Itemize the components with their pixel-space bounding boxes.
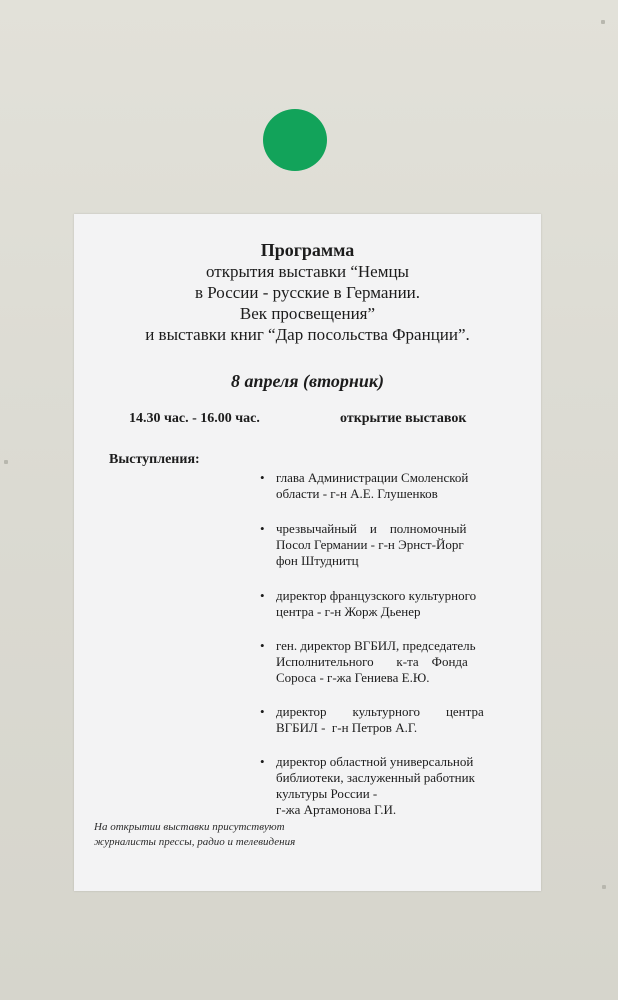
pin-mark [602, 885, 606, 889]
speaker-line: центра - г-н Жорж Дьенер [276, 604, 421, 619]
speaker-line: • ген. директор ВГБИЛ, председатель [276, 638, 476, 653]
speaker-line: области - г-н А.Е. Глушенков [276, 486, 438, 501]
speaker-line: культуры России - [276, 786, 378, 801]
list-item [260, 638, 510, 686]
speaker-line: • директор областной универсальной [276, 754, 474, 769]
speaker-line: Сороса - г-жа Гениева Е.Ю. [276, 670, 430, 685]
subtitle-line: открытия выставки “Немцы [206, 262, 409, 281]
speaker-line: фон Штуднитц [276, 553, 359, 568]
pin-mark [601, 20, 605, 24]
green-sticker-dot [263, 109, 327, 171]
list-item [260, 521, 510, 569]
pin-mark [4, 460, 8, 464]
list-item [260, 470, 510, 502]
subtitle-line: и выставки книг “Дар посольства Франции”. [145, 325, 470, 344]
event-description: открытие выставок [340, 411, 467, 426]
program-sheet [74, 214, 541, 891]
footer-line: журналисты прессы, радио и телевидения [94, 836, 296, 848]
speaker-line: библиотеки, заслуженный работник [276, 770, 475, 785]
speeches-heading: Выступления: [109, 452, 200, 467]
program-header [74, 240, 541, 345]
event-date: 8 апреля (вторник) [231, 371, 384, 391]
program-title: Программа [260, 240, 355, 260]
speaker-line: ВГБИЛ - г-н Петров А.Г. [276, 720, 418, 735]
event-time: 14.30 час. - 16.00 час. [129, 411, 260, 426]
subtitle-line: в России - русские в Германии. [194, 283, 421, 302]
speaker-line: • директор французского культурного [276, 588, 477, 603]
speaker-line: • чрезвычайный и полномочный [276, 521, 467, 536]
speaker-line: Посол Германии - г-н Эрнст-Йорг [276, 537, 464, 552]
speaker-line: Исполнительного к-та Фонда [276, 654, 468, 669]
list-item [260, 588, 510, 620]
speaker-line: • глава Администрации Смоленской [276, 470, 469, 485]
footer-line: На открытии выставки присутствуют [94, 821, 285, 833]
list-item [260, 704, 510, 736]
speaker-line: • директор культурного центра [276, 704, 484, 719]
subtitle-line: Век просвещения” [239, 304, 376, 323]
press-note [94, 820, 295, 850]
speaker-list [260, 470, 510, 818]
list-item [260, 754, 510, 818]
speaker-line: г-жа Артамонова Г.И. [276, 802, 397, 817]
